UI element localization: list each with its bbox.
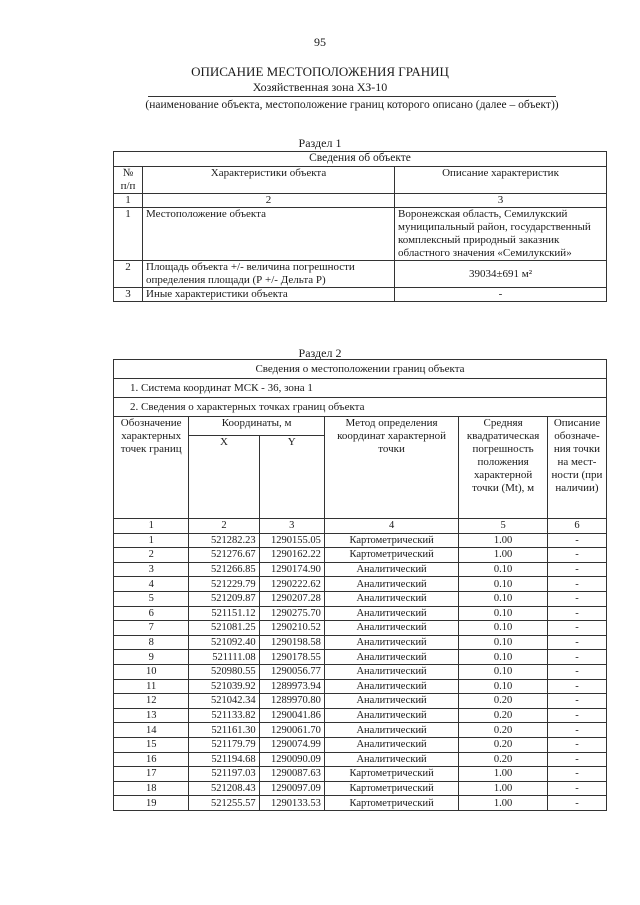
point-method: Аналитический [324, 606, 458, 621]
points-subtitle: 2. Сведения о характерных точках границ объекта [114, 398, 607, 417]
point-number: 18 [114, 781, 189, 796]
point-number: 17 [114, 767, 189, 782]
point-x: 521276.67 [189, 548, 259, 563]
heading-rule [148, 96, 556, 97]
column-number: 4 [324, 519, 458, 534]
point-method: Аналитический [324, 621, 458, 636]
point-y: 1290275.70 [259, 606, 324, 621]
point-method: Аналитический [324, 635, 458, 650]
point-method: Аналитический [324, 591, 458, 606]
point-y: 1290041.86 [259, 708, 324, 723]
characteristic-value: Воронежская область, Семилукский муниципальный район, государственный комплексный природный заказник областного значения «Семилукский» [395, 208, 607, 261]
header-method: Метод определения координат характерной точки [324, 417, 458, 519]
table-row [114, 664, 607, 679]
point-accuracy: 1.00 [459, 796, 548, 811]
point-description: - [547, 606, 606, 621]
header-point-description: Описание обозначе-ния точки на мест-ности (при наличии) [547, 417, 606, 519]
point-x: 521208.43 [189, 781, 259, 796]
table-row [114, 288, 607, 302]
point-y: 1290074.99 [259, 737, 324, 752]
section1-title: Раздел 1 [298, 136, 342, 150]
point-x: 521255.57 [189, 796, 259, 811]
point-x: 521179.79 [189, 737, 259, 752]
point-y: 1290207.28 [259, 591, 324, 606]
point-number: 13 [114, 708, 189, 723]
point-x: 521039.92 [189, 679, 259, 694]
point-accuracy: 0.10 [459, 562, 548, 577]
point-method: Картометрический [324, 796, 458, 811]
point-x: 521229.79 [189, 577, 259, 592]
characteristic-name: Иные характеристики объекта [143, 288, 395, 302]
point-method: Картометрический [324, 781, 458, 796]
column-number: 5 [459, 519, 548, 534]
point-method: Аналитический [324, 562, 458, 577]
table-row [114, 752, 607, 767]
characteristic-name: Площадь объекта +/- величина погрешности определения площади (Р +/- Дельта Р) [143, 261, 395, 288]
point-accuracy: 0.10 [459, 650, 548, 665]
point-y: 1290133.53 [259, 796, 324, 811]
point-number: 16 [114, 752, 189, 767]
table-row [114, 577, 607, 592]
table-row [114, 261, 607, 288]
point-description: - [547, 723, 606, 738]
point-method: Аналитический [324, 679, 458, 694]
heading-caption: (наименование объекта, местоположение границ которого описано (далее – объект)) [145, 99, 559, 111]
point-accuracy: 0.20 [459, 723, 548, 738]
table-row [114, 635, 607, 650]
point-x: 521151.12 [189, 606, 259, 621]
row-number: 2 [114, 261, 143, 288]
points-body [114, 533, 607, 810]
table-row [114, 621, 607, 636]
point-accuracy: 0.20 [459, 752, 548, 767]
point-accuracy: 0.20 [459, 737, 548, 752]
point-number: 3 [114, 562, 189, 577]
point-description: - [547, 548, 606, 563]
point-accuracy: 1.00 [459, 533, 548, 548]
table-row [114, 606, 607, 621]
point-accuracy: 0.20 [459, 708, 548, 723]
point-number: 19 [114, 796, 189, 811]
row-number: 3 [114, 288, 143, 302]
point-x: 521081.25 [189, 621, 259, 636]
point-method: Аналитический [324, 708, 458, 723]
point-description: - [547, 533, 606, 548]
point-x: 521209.87 [189, 591, 259, 606]
point-x: 521092.40 [189, 635, 259, 650]
point-accuracy: 0.10 [459, 635, 548, 650]
point-y: 1290174.90 [259, 562, 324, 577]
table-row [114, 208, 607, 261]
point-number: 2 [114, 548, 189, 563]
row-number: 1 [114, 208, 143, 261]
section2-title: Раздел 2 [298, 346, 342, 360]
column-number: 6 [547, 519, 606, 534]
point-description: - [547, 752, 606, 767]
table-row [114, 708, 607, 723]
object-info-table [113, 151, 607, 302]
boundary-table-title: Сведения о местоположении границ объекта [114, 360, 607, 379]
table-row [114, 796, 607, 811]
table-row [114, 650, 607, 665]
point-number: 11 [114, 679, 189, 694]
point-description: - [547, 767, 606, 782]
table-row [114, 781, 607, 796]
point-description: - [547, 708, 606, 723]
page-number: 95 [314, 35, 326, 49]
column-number: 2 [143, 194, 395, 208]
point-method: Картометрический [324, 533, 458, 548]
characteristic-value: 39034±691 м² [395, 261, 607, 288]
header-coordinates: Координаты, м [189, 417, 324, 436]
point-accuracy: 0.10 [459, 577, 548, 592]
point-y: 1290087.63 [259, 767, 324, 782]
table-row [114, 562, 607, 577]
point-y: 1290155.05 [259, 533, 324, 548]
table-row [114, 737, 607, 752]
point-number: 14 [114, 723, 189, 738]
table-row [114, 767, 607, 782]
point-x: 521197.03 [189, 767, 259, 782]
point-number: 8 [114, 635, 189, 650]
header-accuracy: Средняя квадратическая погрешность положения характерной точки (Mt), м [459, 417, 548, 519]
point-x: 521042.34 [189, 694, 259, 709]
point-number: 4 [114, 577, 189, 592]
table-row [114, 694, 607, 709]
column-number: 3 [259, 519, 324, 534]
table-row [114, 591, 607, 606]
point-number: 7 [114, 621, 189, 636]
table-row [114, 679, 607, 694]
column-number: 2 [189, 519, 259, 534]
table-row [114, 548, 607, 563]
point-number: 12 [114, 694, 189, 709]
point-x: 521282.23 [189, 533, 259, 548]
point-description: - [547, 591, 606, 606]
point-y: 1290178.55 [259, 650, 324, 665]
column-number: 3 [395, 194, 607, 208]
zone-name: Хозяйственная зона ХЗ-10 [252, 80, 388, 94]
point-method: Аналитический [324, 664, 458, 679]
point-accuracy: 1.00 [459, 781, 548, 796]
point-y: 1289973.94 [259, 679, 324, 694]
point-accuracy: 0.10 [459, 679, 548, 694]
point-method: Картометрический [324, 548, 458, 563]
object-info-table-title: Сведения об объекте [114, 152, 607, 167]
point-description: - [547, 796, 606, 811]
header-number: № п/п [114, 167, 143, 194]
point-accuracy: 0.10 [459, 621, 548, 636]
point-number: 10 [114, 664, 189, 679]
point-y: 1290056.77 [259, 664, 324, 679]
point-y: 1290061.70 [259, 723, 324, 738]
characteristic-value: - [395, 288, 607, 302]
point-x: 520980.55 [189, 664, 259, 679]
point-x: 521194.68 [189, 752, 259, 767]
point-description: - [547, 562, 606, 577]
point-accuracy: 1.00 [459, 767, 548, 782]
point-method: Картометрический [324, 767, 458, 782]
document-heading: ОПИСАНИЕ МЕСТОПОЛОЖЕНИЯ ГРАНИЦ [191, 64, 449, 79]
point-description: - [547, 679, 606, 694]
point-description: - [547, 664, 606, 679]
point-accuracy: 1.00 [459, 548, 548, 563]
point-description: - [547, 577, 606, 592]
point-method: Аналитический [324, 694, 458, 709]
table-row [114, 533, 607, 548]
point-description: - [547, 737, 606, 752]
point-y: 1290090.09 [259, 752, 324, 767]
point-method: Аналитический [324, 752, 458, 767]
point-x: 521111.08 [189, 650, 259, 665]
column-number: 1 [114, 519, 189, 534]
table-row [114, 723, 607, 738]
point-accuracy: 0.10 [459, 664, 548, 679]
header-point-designation: Обозначение характерных точек границ [114, 417, 189, 519]
point-x: 521133.82 [189, 708, 259, 723]
point-number: 9 [114, 650, 189, 665]
point-number: 1 [114, 533, 189, 548]
point-x: 521161.30 [189, 723, 259, 738]
point-method: Аналитический [324, 737, 458, 752]
point-number: 15 [114, 737, 189, 752]
point-y: 1290210.52 [259, 621, 324, 636]
point-accuracy: 0.10 [459, 606, 548, 621]
header-x: X [189, 436, 259, 519]
point-accuracy: 0.20 [459, 694, 548, 709]
point-method: Аналитический [324, 650, 458, 665]
point-description: - [547, 694, 606, 709]
point-description: - [547, 635, 606, 650]
point-number: 5 [114, 591, 189, 606]
point-x: 521266.85 [189, 562, 259, 577]
point-y: 1290097.09 [259, 781, 324, 796]
point-y: 1290198.58 [259, 635, 324, 650]
header-y: Y [259, 436, 324, 519]
header-description: Описание характеристик [395, 167, 607, 194]
boundary-points-table [113, 359, 607, 811]
point-description: - [547, 650, 606, 665]
column-number: 1 [114, 194, 143, 208]
point-method: Аналитический [324, 723, 458, 738]
point-y: 1290222.62 [259, 577, 324, 592]
point-y: 1289970.80 [259, 694, 324, 709]
point-number: 6 [114, 606, 189, 621]
header-characteristic: Характеристики объекта [143, 167, 395, 194]
characteristic-name: Местоположение объекта [143, 208, 395, 261]
point-method: Аналитический [324, 577, 458, 592]
coordinate-system: 1. Система координат МСК - 36, зона 1 [114, 379, 607, 398]
point-y: 1290162.22 [259, 548, 324, 563]
point-accuracy: 0.10 [459, 591, 548, 606]
point-description: - [547, 781, 606, 796]
point-description: - [547, 621, 606, 636]
